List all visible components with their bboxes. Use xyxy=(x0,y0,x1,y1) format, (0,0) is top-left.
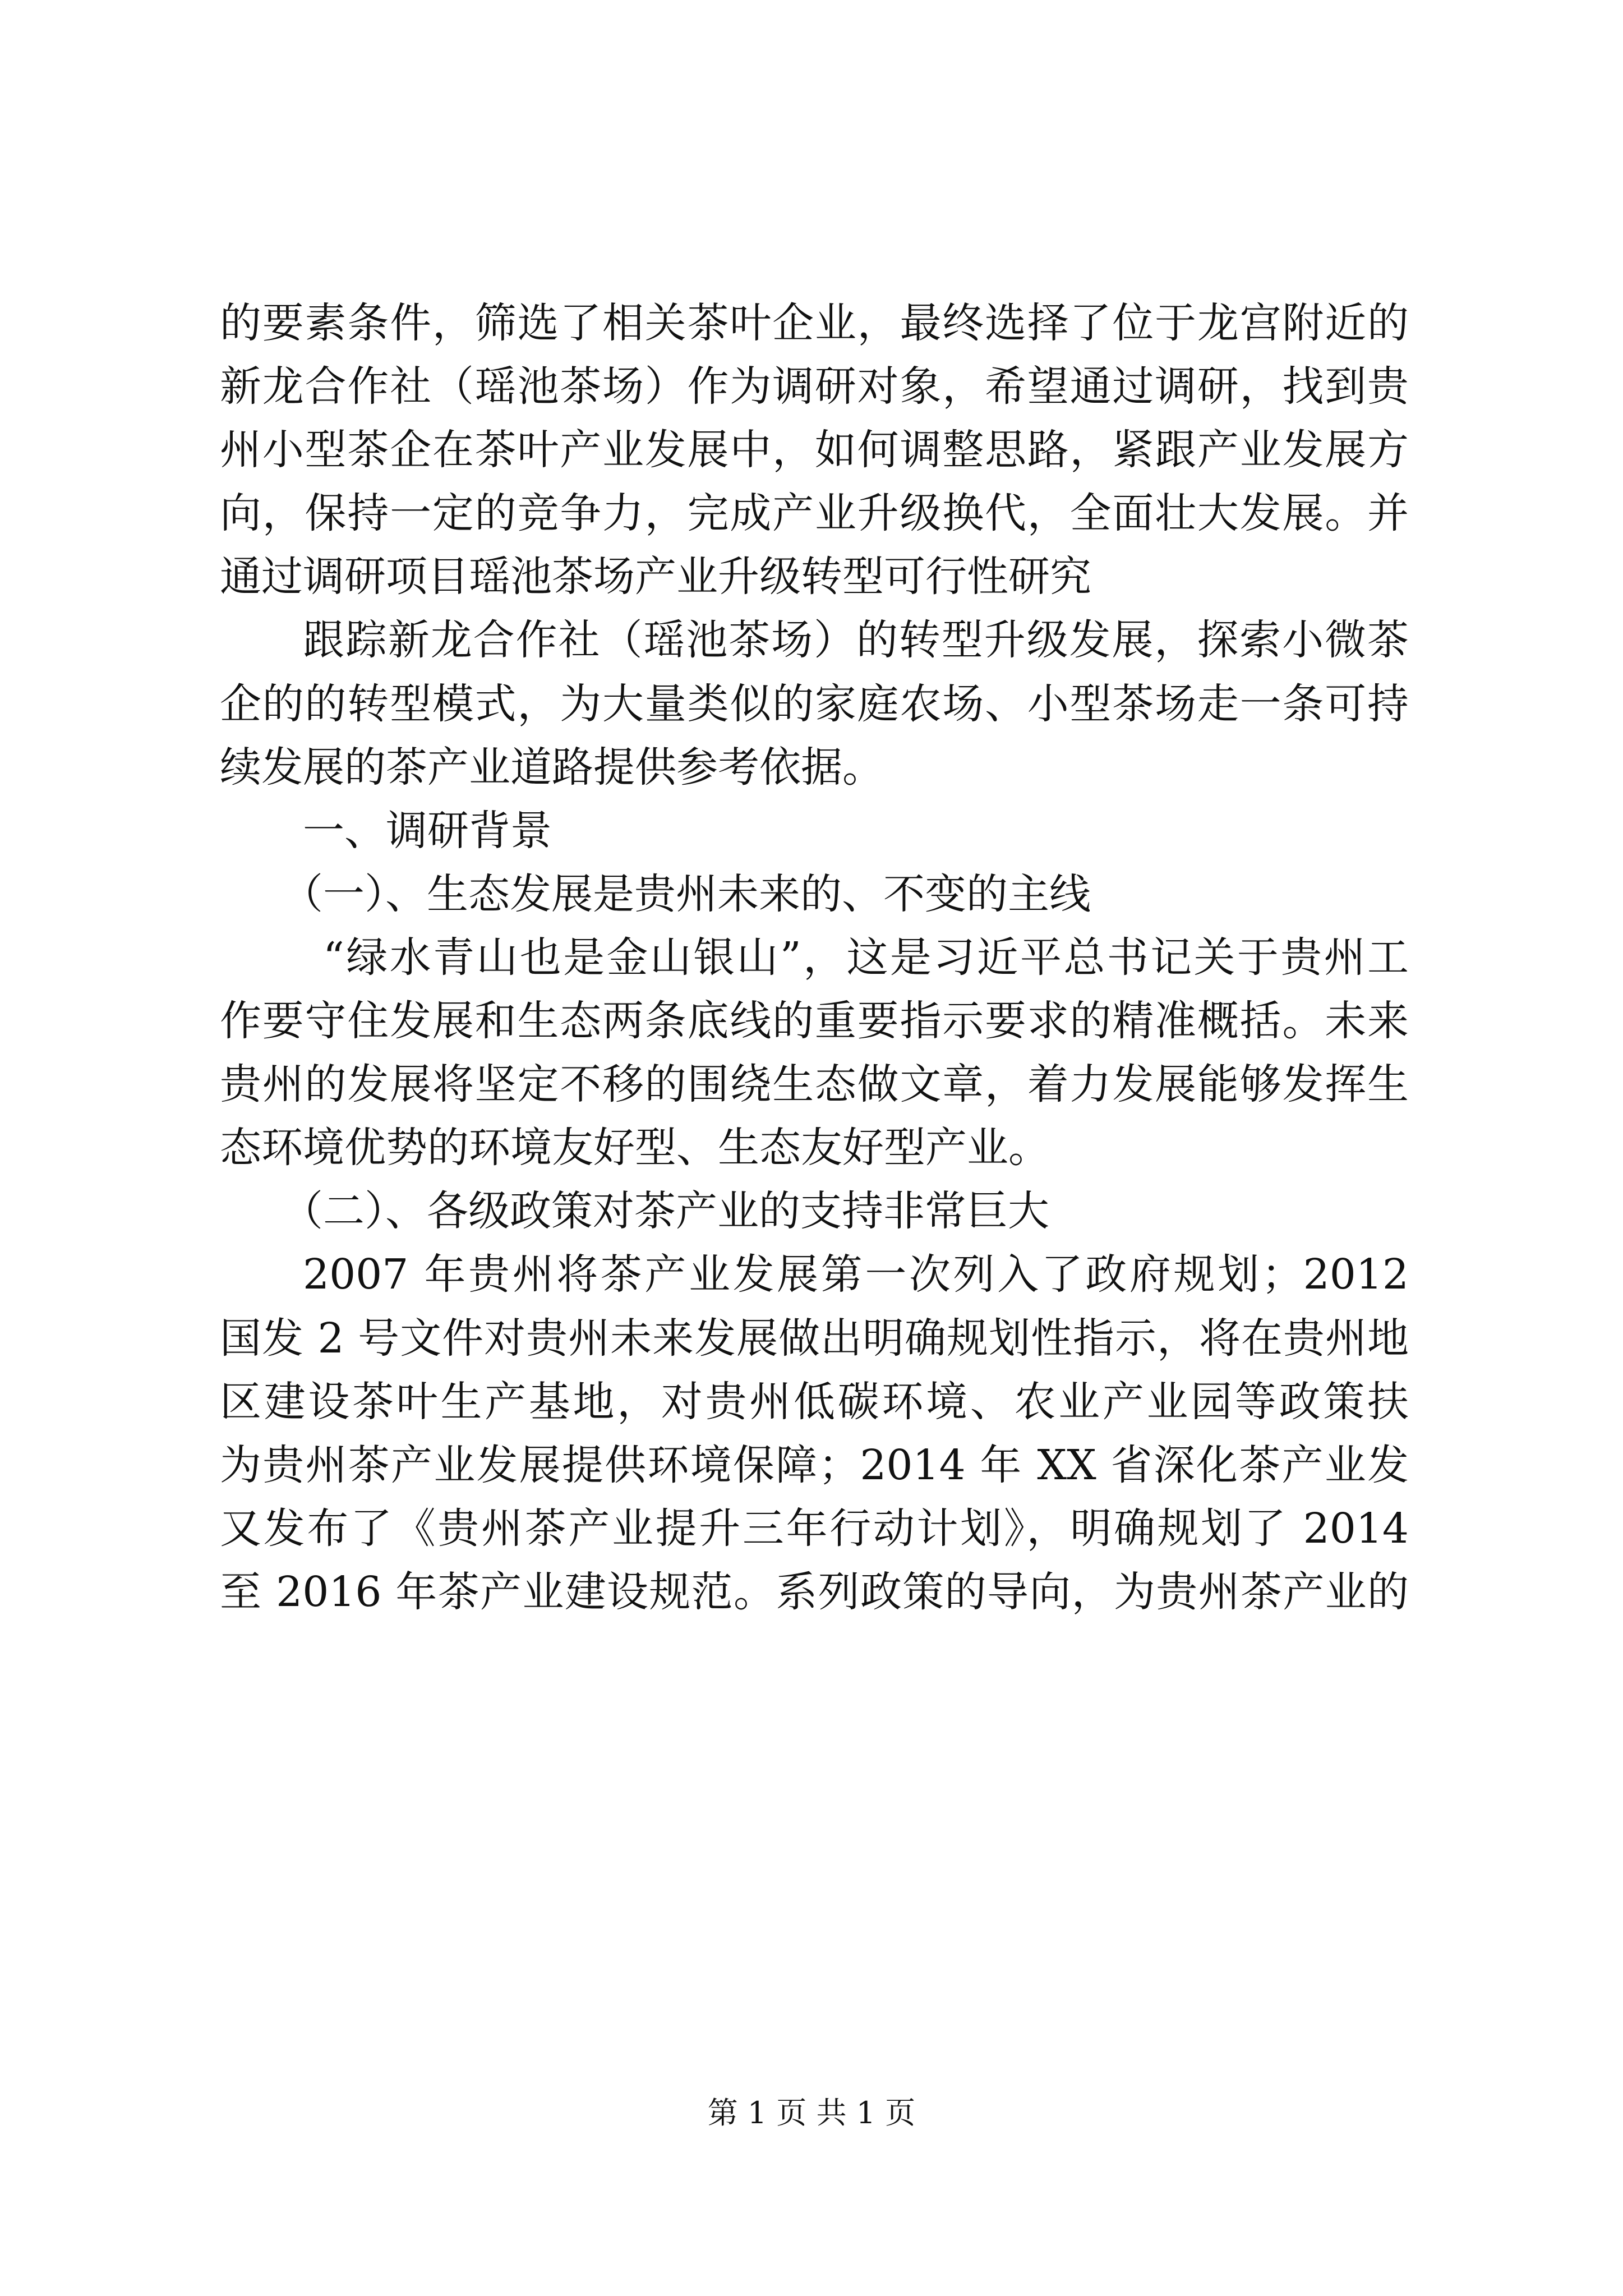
text-line: “绿水青山也是金山银山”，这是习近平总书记关于贵州工 xyxy=(323,933,1409,982)
text-line: 态环境优势的环境友好型、生态友好型产业。 xyxy=(220,1124,1050,1172)
text-line: 续发展的茶产业道路提供参考依据。 xyxy=(220,743,884,792)
section-heading: 一、调研背景 xyxy=(303,806,552,855)
body-text xyxy=(220,292,1409,1624)
text-line: 新龙合作社（瑶池茶场）作为调研对象，希望通过调研，找到贵 xyxy=(220,362,1409,411)
text-line: 向，保持一定的竞争力，完成产业升级换代，全面壮大发展。并 xyxy=(220,489,1409,538)
text-line: 区建设茶叶生产基地，对贵州低碳环境、农业产业园等政策扶 xyxy=(220,1377,1409,1426)
text-line: 州小型茶企在茶叶产业发展中，如何调整思路，紧跟产业发展方 xyxy=(220,426,1409,475)
subsection-heading: （一）、生态发展是贵州未来的、不变的主线 xyxy=(282,869,1091,918)
page-footer: 第 1 页 共 1 页 xyxy=(707,2095,916,2131)
subsection-heading: （二）、各级政策对茶产业的支持非常巨大 xyxy=(282,1187,1049,1236)
text-line: 通过调研项目瑶池茶场产业升级转型可行性研究 xyxy=(220,553,1091,601)
text-line: 跟踪新龙合作社（瑶池茶场）的转型升级发展，探索小微茶 xyxy=(303,616,1409,665)
text-line: 至 2016 年茶产业建设规范。系列政策的导向，为贵州茶产业的 xyxy=(220,1567,1409,1616)
text-line: 作要守住发展和生态两条底线的重要指示要求的精准概括。未来 xyxy=(220,997,1409,1046)
text-line: 国发 2 号文件对贵州未来发展做出明确规划性指示，将在贵州地 xyxy=(220,1314,1409,1363)
text-line: 为贵州茶产业发展提供环境保障；2014 年 XX 省深化茶产业发 xyxy=(220,1441,1409,1489)
text-line: 2007 年贵州将茶产业发展第一次列入了政府规划；2012 xyxy=(303,1250,1409,1299)
text-line: 又发布了《贵州茶产业提升三年行动计划》，明确规划了 2014 xyxy=(220,1504,1409,1553)
text-line: 的要素条件，筛选了相关茶叶企业，最终选择了位于龙宫附近的 xyxy=(220,299,1409,347)
text-line: 贵州的发展将坚定不移的围绕生态做文章，着力发展能够发挥生 xyxy=(220,1060,1409,1109)
text-line: 企的的转型模式，为大量类似的家庭农场、小型茶场走一条可持 xyxy=(220,679,1409,728)
